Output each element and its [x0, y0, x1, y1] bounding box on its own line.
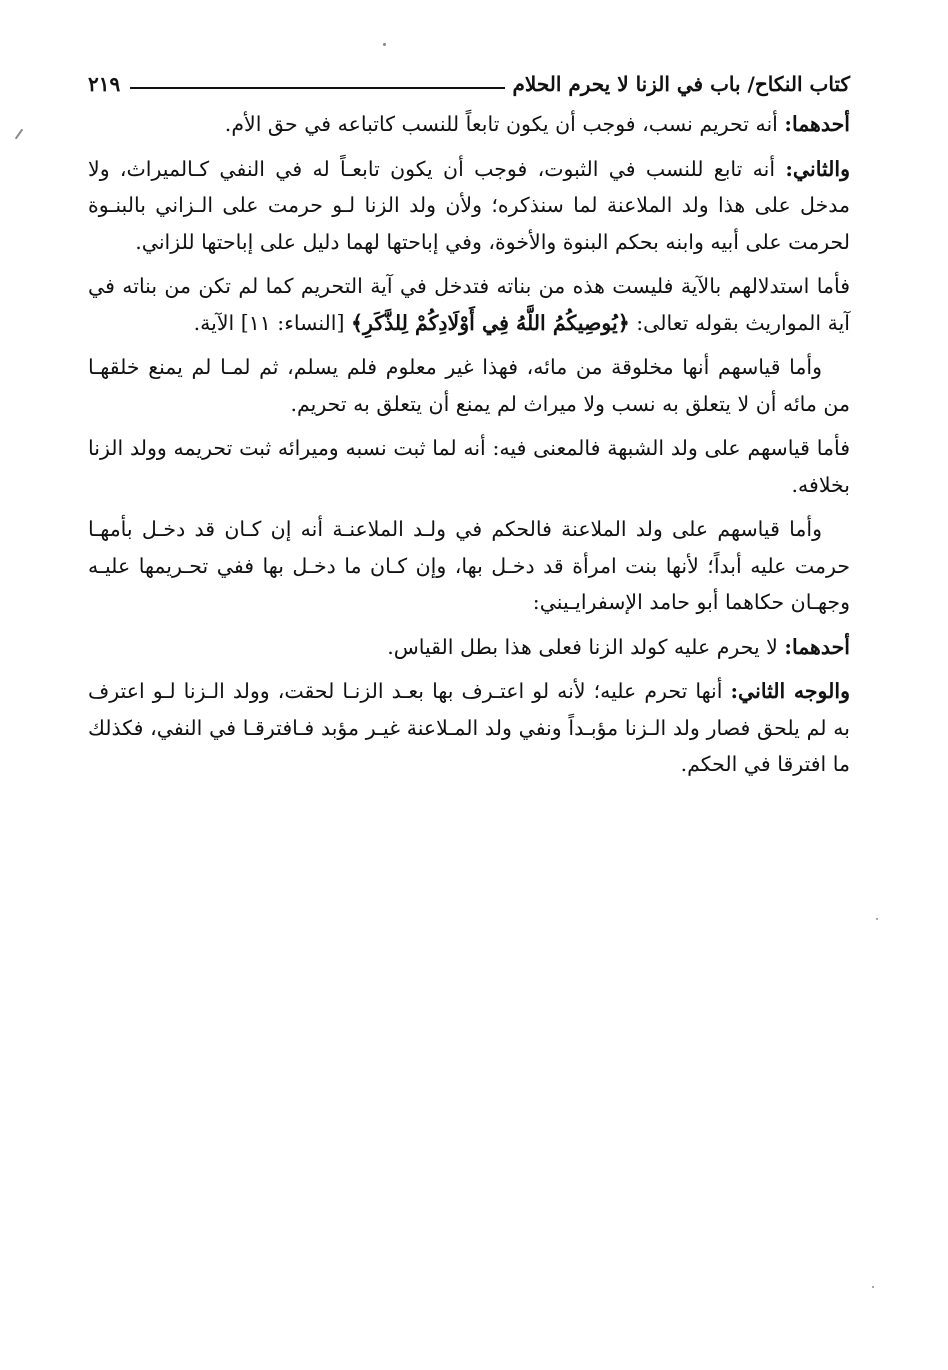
paragraph-second-view [88, 151, 850, 261]
paragraph-lead: أحدهما: [784, 634, 850, 659]
page-number: ٢١٩ [88, 72, 121, 96]
scan-speck [872, 1286, 874, 1288]
paragraph-text: وأما قياسهم أنها مخلوقة من مائه، فهذا غير معلوم فلم يسلم، ثم لمـا لم يمنع خلقهـا من مائه أن لا يتعلق به نسب ولا ميراث لم يمنع أن يتعلق به تحريم. [88, 355, 850, 416]
paragraph-text: أنه تابع للنسب في الثبوت، فوجب أن يكون تابعـاً له في النفي كـالميراث، ولا مدخل على هذا ولد الملاعنة لما سنذكره؛ ولأن ولد الزنا لـو حرمت على الـزاني بالبنـوة لحرمت على أبيه وابنه بحكم البنوة والأخوة، وفي إباحتها لهما دليل على إباحتها للزاني. [88, 156, 850, 254]
header-rule [130, 87, 504, 89]
running-header [88, 62, 850, 96]
paragraph-text: فأما استدلالهم بالآية فليست هذه من بناته فتدخل في آية التحريم كما لم تكن من بناته في آية المواريث بقوله تعالى: [88, 274, 850, 335]
body-text [88, 106, 850, 783]
paragraph-text: أنه تحريم نسب، فوجب أن يكون تابعاً للنسب كاتباعه في حق الأم. [224, 112, 785, 136]
scan-speck [876, 918, 878, 920]
paragraph-shubha-argument [88, 430, 850, 503]
paragraph-lead: والوجه الثاني: [730, 679, 850, 703]
quran-verse: ﴿يُوصِيكُمُ اللَّهُ فِي أَوْلَادِكُمْ لِلذَّكَرِ﴾ [351, 310, 630, 335]
paragraph-text: وأما قياسهم على ولد الملاعنة فالحكم في ولـد الملاعنـة أنه إن كـان قد دخـل بأمهـا حرمت عليه أبداً؛ لأنها بنت امرأة قد دخـل بها، وإن كـان ما دخـل بها ففي تحـريمها عليـه وجهـان حكاهما أبو حامد الإسفرايـيني: [88, 517, 850, 614]
paragraph-text: فأما قياسهم على ولد الشبهة فالمعنى فيه: أنه لما ثبت نسبه وميرائه ثبت تحريمه وولد الزنا بخلافه. [88, 436, 850, 497]
paragraph-mulaana-argument [88, 511, 850, 621]
paragraph-first-aspect [88, 629, 850, 666]
paragraph-lead: والثاني: [785, 156, 850, 181]
verse-citation: [النساء: ١١] الآية. [193, 310, 352, 335]
book-page [88, 62, 850, 791]
scan-speck [383, 43, 386, 46]
scan-mark [15, 129, 24, 140]
chapter-title: كتاب النكاح/ باب في الزنا لا يحرم الحلام [512, 72, 850, 96]
paragraph-second-aspect [88, 673, 850, 783]
paragraph-first-view [88, 106, 850, 143]
paragraph-text: أنها تحرم عليه؛ لأنه لو اعتـرف بها بعـد الزنـا لحقت، وولد الـزنا لـو اعترف به لم يلحق فصار ولد الـزنا مؤبـداً ونفي ولد المـلاعنة غيـر مؤبد فـافترقـا في النفي، فكذلك ما افترقا في الحكم. [88, 679, 850, 776]
paragraph-text: لا يحرم عليه كولد الزنا فعلى هذا بطل القياس. [387, 634, 785, 659]
paragraph-creation-argument [88, 349, 850, 422]
paragraph-verse-argument [88, 268, 850, 341]
paragraph-lead: أحدهما: [784, 112, 850, 136]
